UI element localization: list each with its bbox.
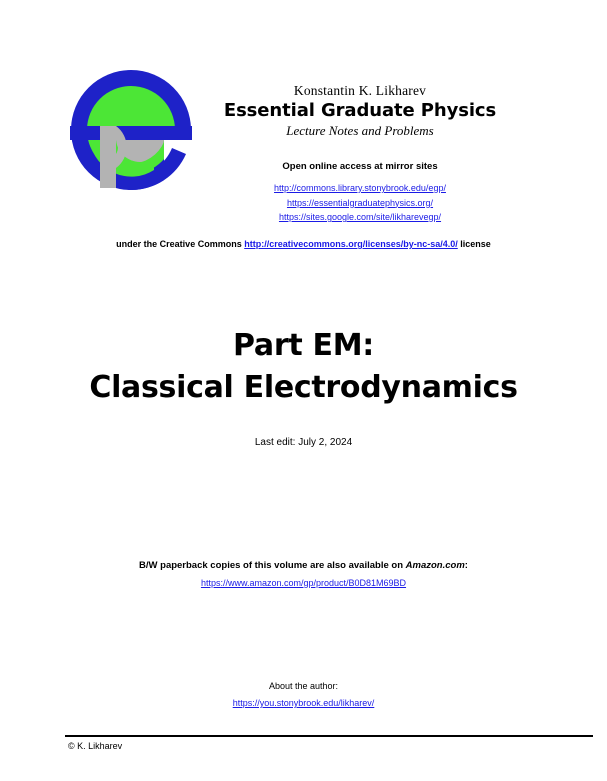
- about-author-block: [0, 680, 607, 711]
- footer-divider: [65, 735, 593, 737]
- amazon-product-link[interactable]: https://www.amazon.com/gp/product/B0D81M69BD: [200, 578, 407, 588]
- series-subtitle: Lecture Notes and Problems: [286, 123, 434, 138]
- license-line: [0, 238, 607, 251]
- creative-commons-link[interactable]: http://creativecommons.org/licenses/by-nc-sa/4.0/: [244, 239, 458, 249]
- header-section: [0, 64, 607, 264]
- about-author-link[interactable]: https://you.stonybrook.edu/likharev/: [232, 698, 375, 708]
- part-title: Classical Electrodynamics: [89, 370, 518, 405]
- open-access-label: Open online access at mirror sites: [282, 161, 438, 172]
- license-prefix: under the Creative Commons: [116, 239, 245, 249]
- series-title-block: [130, 82, 590, 139]
- mirror-link-google-sites[interactable]: https://sites.google.com/site/likharevegp/: [278, 212, 442, 222]
- paperback-store-name: Amazon.com: [405, 560, 465, 571]
- paperback-availability-block: [0, 559, 607, 591]
- mirror-link-egp-org[interactable]: https://essentialgraduatephysics.org/: [286, 197, 434, 208]
- online-access-block: [130, 160, 590, 225]
- paperback-text-before: B/W paperback copies of this volume are also available on: [139, 560, 406, 571]
- license-suffix: license: [457, 239, 491, 249]
- paperback-text: [0, 559, 607, 573]
- last-edit-date: Last edit: July 2, 2024: [254, 437, 353, 448]
- paperback-text-after: :: [464, 560, 468, 571]
- part-label: Part EM:: [233, 328, 374, 363]
- footer-copyright: © K. Likharev: [68, 741, 123, 751]
- mirror-link-commons[interactable]: http://commons.library.stonybrook.edu/egp/: [274, 183, 446, 193]
- author-name: Konstantin K. Likharev: [293, 83, 427, 98]
- about-author-label: About the author:: [268, 681, 339, 691]
- series-title: Essential Graduate Physics: [223, 100, 497, 121]
- part-title-block: [0, 325, 607, 409]
